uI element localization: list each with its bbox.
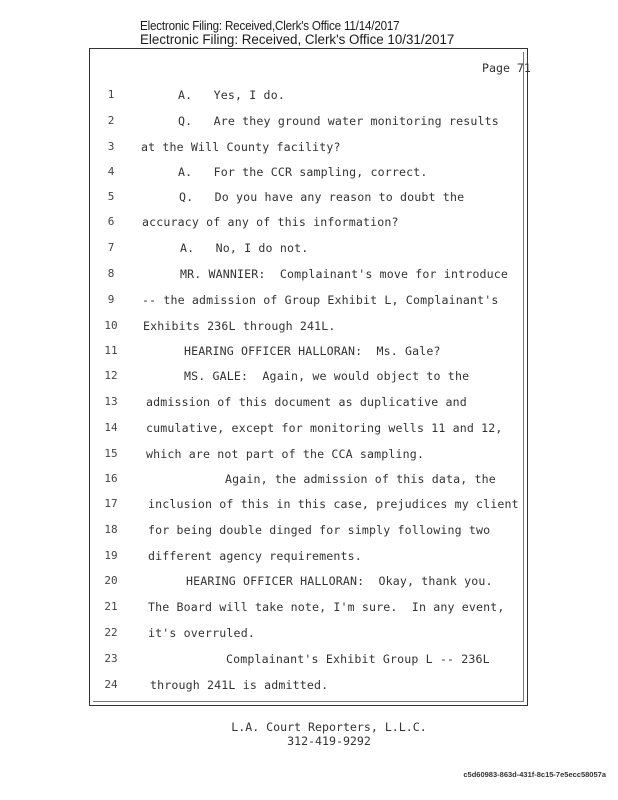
line-number: 10 <box>104 319 118 332</box>
transcript-line: accuracy of any of this information? <box>142 215 399 229</box>
line-number: 16 <box>104 472 118 485</box>
line-number: 5 <box>107 190 115 203</box>
transcript-line: A. For the CCR sampling, correct. <box>178 165 428 179</box>
transcript-line: at the Will County facility? <box>141 140 341 154</box>
line-number: 23 <box>104 652 118 665</box>
line-number: 9 <box>107 293 115 306</box>
line-number: 22 <box>104 626 118 639</box>
transcript-line: different agency requirements. <box>148 549 362 563</box>
line-number: 7 <box>107 241 115 254</box>
filing-stamp-line-1: Electronic Filing: Received,Clerk's Office 11/14/2017 <box>140 19 400 33</box>
transcript-line: inclusion of this in this case, prejudices my client <box>148 497 519 511</box>
transcript-line: admission of this document as duplicative and <box>146 395 467 409</box>
transcript-line: it's overruled. <box>148 626 255 640</box>
line-number: 11 <box>104 344 118 357</box>
transcript-line: The Board will take note, I'm sure. In any event, <box>148 600 505 614</box>
line-number: 24 <box>104 678 118 691</box>
line-number: 18 <box>104 523 118 536</box>
line-number: 1 <box>107 88 115 101</box>
line-number: 19 <box>104 549 118 562</box>
transcript-line: Q. Do you have any reason to doubt the <box>179 190 465 204</box>
transcript-line: -- the admission of Group Exhibit L, Complainant's <box>142 293 499 307</box>
line-number: 15 <box>104 447 118 460</box>
transcript-line: cumulative, except for monitoring wells 11 and 12, <box>146 421 503 435</box>
line-number: 12 <box>104 369 118 382</box>
line-number: 6 <box>107 215 115 228</box>
transcript-line: HEARING OFFICER HALLORAN: Ms. Gale? <box>184 344 441 358</box>
transcript-line: Q. Are they ground water monitoring results <box>178 114 499 128</box>
transcript-line: HEARING OFFICER HALLORAN: Okay, thank you. <box>186 574 493 588</box>
line-number: 4 <box>107 165 115 178</box>
page-number: Page 71 <box>482 61 531 75</box>
line-number: 17 <box>104 497 118 510</box>
line-number: 8 <box>107 267 115 280</box>
transcript-line: A. No, I do not. <box>180 241 309 255</box>
court-reporter-name: L.A. Court Reporters, L.L.C. <box>231 720 427 734</box>
transcript-line: for being double dinged for simply following two <box>148 523 491 537</box>
transcript-line: Exhibits 236L through 241L. <box>143 319 336 333</box>
document-id: c5d60983-863d-431f-8c15-7e5ecc58057a <box>463 770 606 779</box>
transcript-line: through 241L is admitted. <box>150 678 329 692</box>
transcript-line: Complainant's Exhibit Group L -- 236L <box>226 652 490 666</box>
transcript-line: which are not part of the CCA sampling. <box>146 447 425 461</box>
line-number: 3 <box>107 140 115 153</box>
line-number: 2 <box>107 114 115 127</box>
line-number: 14 <box>104 421 118 434</box>
court-reporter-phone: 312-419-9292 <box>287 734 371 748</box>
line-number: 20 <box>104 574 118 587</box>
transcript-line: A. Yes, I do. <box>178 88 285 102</box>
transcript-line: Again, the admission of this data, the <box>225 472 496 486</box>
line-number: 21 <box>104 600 118 613</box>
line-number: 13 <box>104 395 118 408</box>
filing-stamp-line-2: Electronic Filing: Received, Clerk's Office 10/31/2017 <box>140 32 455 47</box>
transcript-line: MR. WANNIER: Complainant's move for introduce <box>180 267 508 281</box>
transcript-line: MS. GALE: Again, we would object to the <box>184 369 470 383</box>
